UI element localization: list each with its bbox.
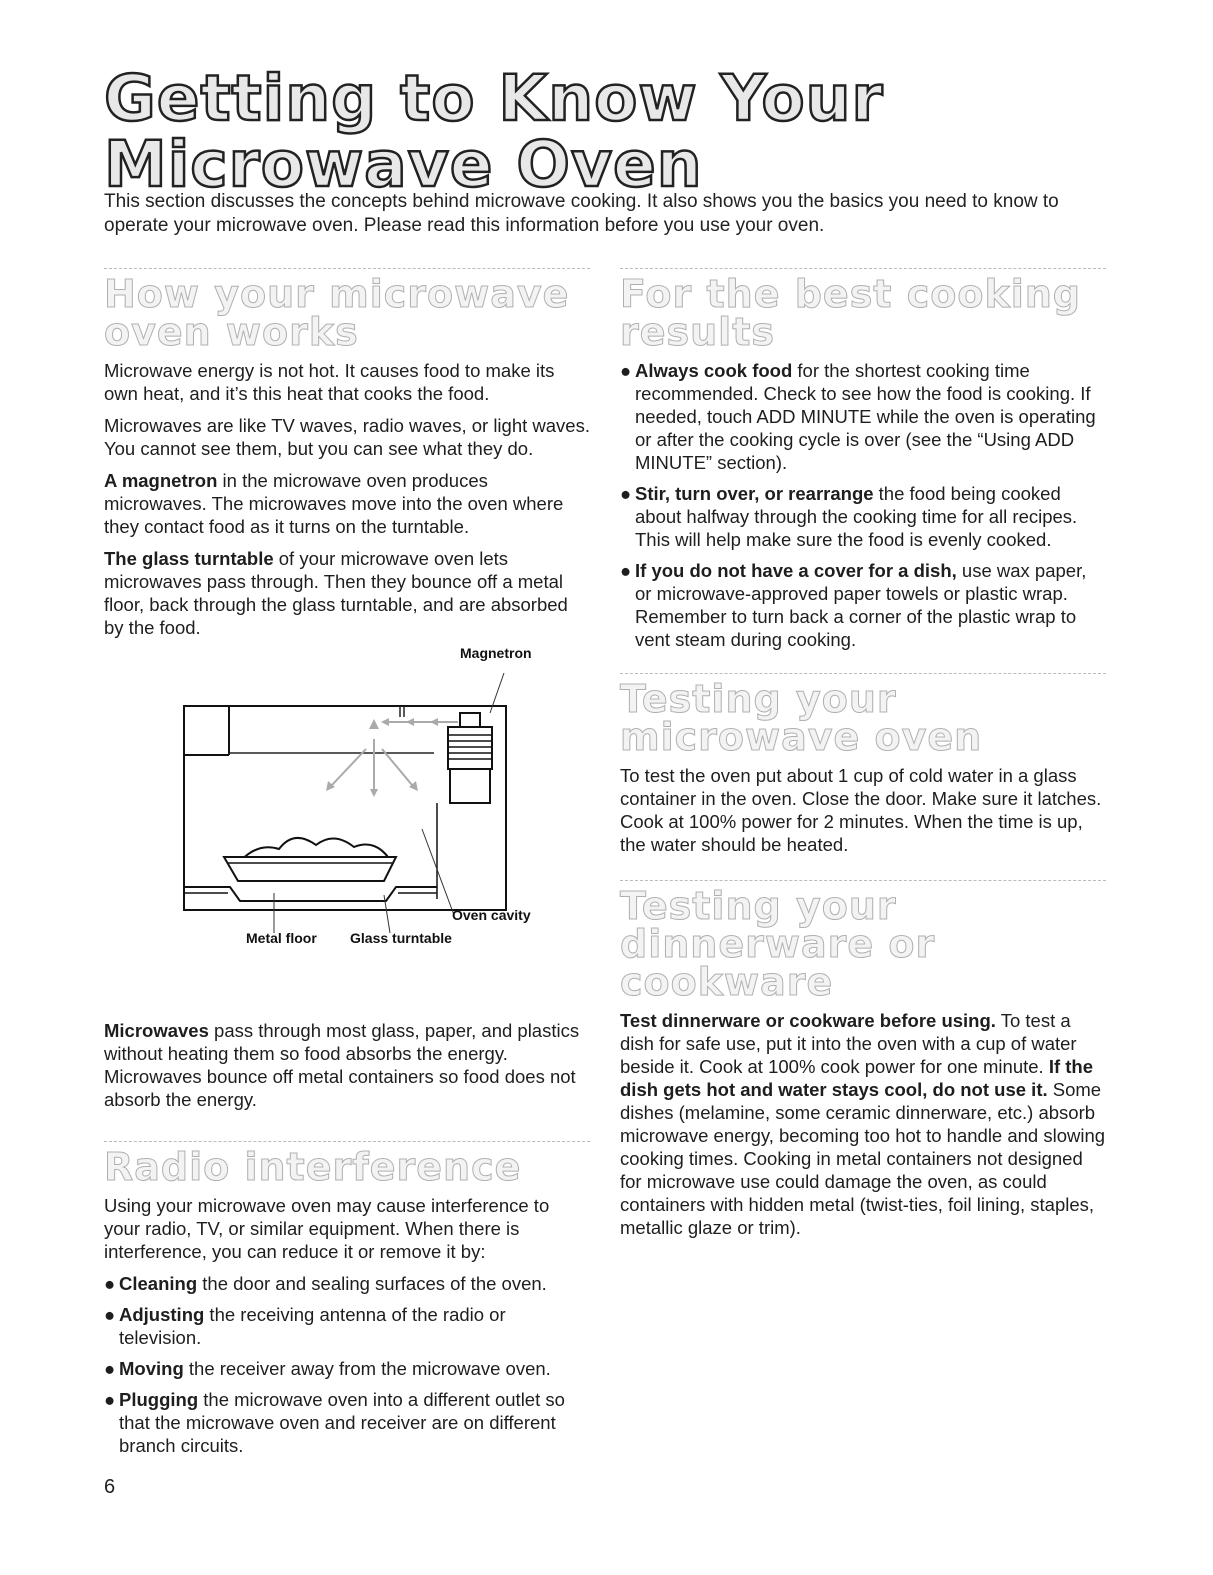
paragraph-text: Some dishes (melamine, some ceramic dinnerware, etc.) absorb microwave energy, becoming too hot to handle and slowing cooking times. Cooking in metal containers not designed for microwave use could damage the oven, as could containers with hidden metal (twist-ties, foil lining, staples, metallic glaze or trim). [620, 1079, 1106, 1238]
list-item [104, 1272, 590, 1295]
section-heading: Testing your dinnerware or cookware [620, 884, 936, 1004]
list-item-text: use wax paper, or microwave-approved paper towels or plastic wrap. Remember to turn back a corner of the plastic wrap to vent steam during cooking. [635, 560, 1087, 650]
section-divider [620, 880, 1106, 881]
list-item [104, 1388, 590, 1457]
paragraph-text: To test a dish for safe use, put it into the oven with a cup of water beside it. Cook at 100% cook power for one minute. [620, 1010, 1077, 1077]
bullet-list [104, 1272, 590, 1457]
bold-term: Test dinnerware or cookware before using. [620, 1010, 996, 1031]
paragraph [104, 1019, 590, 1111]
bold-term: Microwaves [104, 1020, 209, 1041]
bold-term: Always cook food [635, 360, 793, 381]
section-radio-interference [104, 1141, 590, 1457]
bold-term: If you do not have a cover for a dish, [635, 560, 957, 581]
paragraph: Using your microwave oven may cause interference to your radio, TV, or similar equipment. When there is interference, you can reduce it or remove it by: [104, 1195, 550, 1262]
section-heading: Radio interference [104, 1145, 522, 1189]
bold-term: Stir, turn over, or rearrange [635, 483, 874, 504]
bullet-icon: ● [104, 1389, 116, 1410]
page-title-line-2: Microwave Oven [104, 128, 703, 201]
section-divider [104, 1141, 590, 1142]
list-item [104, 1303, 590, 1349]
bullet-icon: ● [620, 483, 632, 504]
page-number: 6 [104, 1476, 116, 1498]
right-column [620, 268, 1106, 1248]
paragraph-text: pass through most glass, paper, and plastics without heating them so food absorbs the energy. Microwaves bounce off metal containers so food does not absorb the energy. [104, 1020, 580, 1110]
microwave-diagram-illustration [104, 649, 590, 989]
paragraph [104, 469, 590, 538]
section-divider [104, 268, 590, 269]
page-title [104, 62, 1104, 201]
section-divider [620, 268, 1106, 269]
bullet-icon: ● [104, 1273, 116, 1294]
section-testing-oven [620, 673, 1106, 856]
bold-term: Moving [119, 1358, 184, 1379]
list-item [104, 1357, 590, 1380]
paragraph-text: of your microwave oven lets microwaves pass through. Then they bounce off a metal floor, back through the glass turntable, and are absorbed by the food. [104, 548, 568, 638]
paragraph: Microwaves are like TV waves, radio waves, or light waves. You cannot see them, but you can see what they do. [104, 415, 590, 459]
list-item-text: the food being cooked about halfway through the cooking time for all recipes. This will help make sure the food is evenly cooked. [635, 483, 1078, 550]
list-item-text: for the shortest cooking time recommended. Check to see how the food is cooking. If needed, touch ADD MINUTE while the oven is operating or after the cooking cycle is over (see the “Using ADD MINUTE” section). [635, 360, 1096, 473]
paragraph: To test the oven put about 1 cup of cold water in a glass container in the oven. Close the door. Make sure it latches. Cook at 100% power for 2 minutes. When the time is up, the water should be heated. [620, 765, 1102, 855]
bullet-icon: ● [104, 1358, 116, 1379]
list-item-text: the receiver away from the microwave oven. [183, 1358, 551, 1379]
bold-term: Adjusting [119, 1304, 205, 1325]
bold-term: The glass turntable [104, 548, 274, 569]
label-glass-turntable: Glass turntable [350, 930, 452, 946]
label-magnetron: Magnetron [460, 645, 532, 661]
list-item [620, 359, 1106, 474]
left-column [104, 268, 590, 1465]
list-item [620, 559, 1106, 651]
bullet-icon: ● [620, 560, 632, 581]
section-heading: How your microwave oven works [104, 272, 570, 354]
bold-warning: If the dish gets hot and water stays cool, do not use it. [620, 1056, 1094, 1100]
intro-paragraph: This section discusses the concepts behind microwave cooking. It also shows you the basics you need to know to operate your microwave oven. Please read this information before you use your oven. [104, 191, 1059, 236]
paragraph [104, 547, 590, 639]
bold-term: A magnetron [104, 470, 218, 491]
label-oven-cavity: Oven cavity [452, 907, 531, 923]
list-item-text: the microwave oven into a different outlet so that the microwave oven and receiver are on different branch circuits. [119, 1389, 565, 1456]
bold-term: Plugging [119, 1389, 199, 1410]
list-item-text: the door and sealing surfaces of the oven. [197, 1273, 547, 1294]
paragraph [620, 1009, 1106, 1239]
section-how-it-works [104, 268, 590, 1111]
section-testing-dinnerware [620, 880, 1106, 1239]
label-metal-floor: Metal floor [246, 930, 317, 946]
microwave-diagram [104, 645, 590, 989]
list-item [620, 482, 1106, 551]
bullet-icon: ● [620, 360, 632, 381]
section-heading: Testing your microwave oven [620, 677, 983, 759]
paragraph: Microwave energy is not hot. It causes food to make its own heat, and it’s this heat that cooks the food. [104, 360, 555, 404]
bullet-icon: ● [104, 1304, 116, 1325]
paragraph-text: in the microwave oven produces microwaves. The microwaves move into the oven where they contact food as it turns on the turntable. [104, 470, 564, 537]
bullet-list [620, 359, 1106, 651]
section-best-results [620, 268, 1106, 651]
section-heading: For the best cooking results [620, 272, 1081, 354]
list-item-text: the receiving antenna of the radio or television. [119, 1304, 506, 1348]
bold-term: Cleaning [119, 1273, 198, 1294]
page-title-line-1: Getting to Know Your [104, 62, 884, 135]
section-divider [620, 673, 1106, 674]
